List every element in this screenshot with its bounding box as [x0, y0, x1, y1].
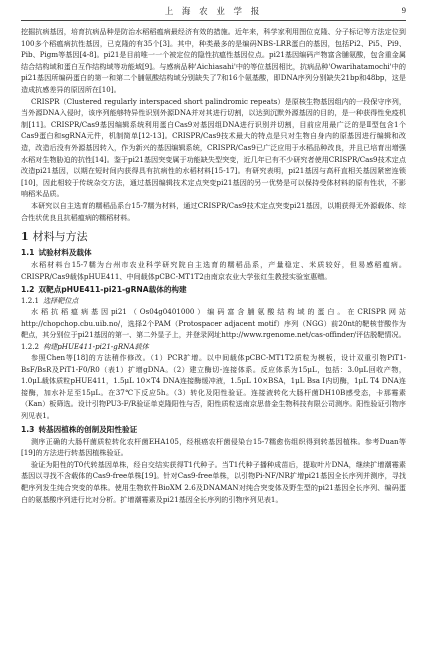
- subsubsection-number: 1.2.2: [21, 342, 40, 352]
- section-heading-materials-methods: [21, 228, 406, 244]
- intro-paragraph-2: CRISPR（Clustered regularly interspaced short palindromic repeats）是原核生物基因组内的一段保守序列，当外源DNA入侵时，该序列能够特异性识别外源DNA并对其进行切割，以达到沉默外源基因的目的，是一种获得性免疫机制[11]。CRISPR/Cas9基因编辑系统利用蛋白Cas9对基因组DNA进行识别并切割，目前应用最广泛的是Ⅱ型包含1个Cas9蛋白和sgRNA元件，机制简单[12-13]。CRISPR/Cas9技术最大的特点是只对生物自身内的原基因进行编辑和改造，改造后没有外源基因转入，作为新兴的基因编辑系统，CRISPR/Cas9已广泛应用于水稻品种改良，并且已培育出增强水稻对生物胁迫的抗性[14]。鉴于pi21基因突变属于功能缺失型突变，近几年已有不少研究者使用CRISPR/Cas9技术定点改造pi21基因，以期在短时间内获得具有抗病性的水稻材料[15-17]。有研究表明，pi21基因与高秆直相关基因紧密连锁[10]，因此相较于传统杂交方法，通过基因编辑技术定点突变pi21基因的另一优势是可以保持受体材料的原有性状，不影响稻米品质。: [21, 96, 406, 199]
- subsection-number: 1.1: [21, 248, 35, 258]
- paragraph-transgenic-2: 验证为阳性的T0代转基因单株，经自交结实获得T1代种子。当T1代种子播种成苗后，提取叶片DNA，继续扩增潮霉素基因以寻找不含载体的Cas9-free单株[19]。针对Cas9-free单株，以引物Pi-NF/NR扩增pi21基因全长序列并测序，寻找靶序列发生纯合突变的单株。使用生物软件BioXM 2.6及DNAMAN对纯合突变体及野生型的pi21基因全长序列、编码蛋白的氨基酸序列进行比对分析。扩增潮霉素及pi21基因全长序列的引物序列见表1。: [21, 459, 406, 504]
- subsection-heading-1-3: [21, 424, 406, 435]
- running-header: [21, 4, 406, 21]
- intro-paragraph-1: 挖掘抗病基因，培育抗病品种是防治水稻稻瘟病最经济有效的措施。近年来，科学家利用图位克隆、分子标记等方法定位到100多个稻瘟病抗性基因，已克隆的有35个[3]。其中，种类最多的是编码NBS-LRR蛋白的基因，包括Pi2、Pi5、Pi9、Pib、Pigm等基因[4-8]。pi21是目前唯一一个被定位的隐性抗瘟性基因位点。pi21基因编码产物富含脯氨酸，包含重金属结合结构域和蛋白互作结构域等功能域[9]。与感病品种'Aichiasahi'中的等位基因相比，抗病品种'Owarihatamochi'中的pi21基因所编码蛋白的第一和第二个脯氨酸结构域分别缺失了7和16个氨基酸，即DNA序列分别缺失21bp和48bp，这是造成抗感差异的原因所在[10]。: [21, 27, 406, 94]
- paragraph-transgenic-1: 测序正确的大肠杆菌质粒转化农杆菌EHA105，经根癌农杆菌侵染台15-7糯愈伤组织得到转基因植株。参考Duan等[19]的方法进行转基因植株验证。: [21, 436, 406, 458]
- subsection-title: 转基因植株的创制及阳性验证: [38, 424, 138, 434]
- subsubsection-title: 构建pHUE411-pi21-gRNA载体: [43, 342, 149, 352]
- subsection-title: 试验材料及载体: [38, 248, 92, 258]
- page-number: 9: [401, 5, 406, 15]
- subsection-number: 1.2: [21, 285, 35, 295]
- section-number: 1: [21, 230, 29, 244]
- section-title: 材料与方法: [32, 230, 88, 244]
- subsubsection-title: 选择靶位点: [43, 296, 79, 306]
- subsection-heading-1-2: [21, 284, 406, 295]
- journal-title: 上 海 农 业 学 报: [164, 7, 263, 17]
- intro-paragraph-3: 本研究以自主选育的糯稻品系台15-7糯为材料，通过CRISPR/Cas9技术定点突变pi21基因，以期获得无外源载体、综合性状优良且抗稻瘟病的糯稻材料。: [21, 200, 406, 222]
- subsubsection-number: 1.2.1: [21, 296, 40, 306]
- subsection-title: 双靶点pHUE411-pi21-gRNA载体的构建: [38, 285, 187, 295]
- paragraph-materials: 水稻材料台15-7糯为台州市农业科学研究院自主选育的糯稻品系，产量稳定、米质较好，但易感稻瘟病。CRISPR/Cas9载体pHUE411、中间载体pCBC-MT1T2由南京农业大学张红生教授实验室惠赠。: [21, 260, 406, 281]
- paragraph-target-site: 水稻抗稻瘟病基因pi21（Os04g0401000）编码富含脯氨酸结构域的蛋白。在CRISPR网站http://chopchop.cbu.uib.no/，选择2个PAM（Protospacer adjacent motif）序列（NGG）前20nt的靶核苷酸作为靶点，其分别位于pi21基因的第一、第二外显子上，并登录网址http://www.rgenome.net/cas-offinder/评估脱靶情况。: [21, 307, 406, 340]
- article-body: [21, 26, 406, 505]
- subsubsection-heading-1-2-1: [21, 296, 406, 306]
- subsection-heading-1-1: [21, 247, 406, 258]
- subsubsection-heading-1-2-2: [21, 342, 406, 352]
- subsection-number: 1.3: [21, 424, 35, 434]
- paragraph-vector-construction: 参照Chen等[18]的方法稍作修改。（1）PCR扩增。以中间载体pCBC-MT1T2质粒为模板，设计双重引物PiT1-BsF/BsR及PiT1-F0/R0（表1）扩增gDNA。（2）建立酶切-连接体系。反应体系为15μL，包括：3.0μL回收产物，1.0μL载体质粒pHUE411，1.5μL 10×T4 DNA连接酶缓冲液，1.5μL 10×BSA，1μL Bsa I内切酶，1μL T4 DNA连接酶，加水补足至15μL。在37℃下反应5h。（3）转化及阳性验证。连接液转化大肠杆菌DH10B感受态，卡那霉素（Kan）板筛选。设计引物PU3-F/R验证单克隆阳性与否，阳性质粒送南京思普金生物科技有限公司测序。阳性验证引物序列见表1。: [21, 353, 406, 421]
